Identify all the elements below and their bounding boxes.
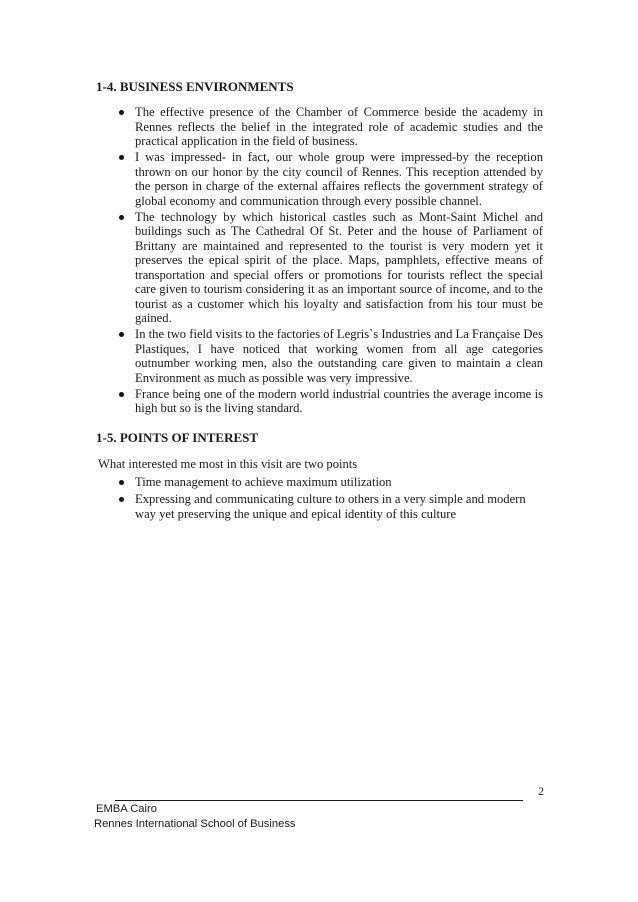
list-item-text: Time management to achieve maximum utilization: [135, 475, 392, 490]
footer-divider: [115, 800, 523, 801]
list-item-text: France being one of the modern world industrial countries the average income is high but so is the living standard.: [135, 386, 543, 416]
bullet-list: [96, 475, 543, 521]
list-item-text: Expressing and communicating culture to others in a very simple and modern way yet preserving the unique and epical identity of this culture: [135, 492, 526, 521]
list-item: [96, 387, 543, 416]
page-number: 2: [538, 786, 544, 798]
list-item: [96, 210, 543, 326]
bullet-icon: [119, 215, 124, 220]
list-item-text: I was impressed- in fact, our whole group were impressed-by the reception thrown on our honor by the city council of Rennes. This reception attended by the person in charge of the external affaires reflects the government strategy of global economy and communication through every possible channel.: [135, 150, 543, 208]
section-heading: 1-4. BUSINESS ENVIRONMENTS: [96, 79, 294, 94]
bullet-icon: [119, 110, 124, 115]
section-heading: 1-5. POINTS OF INTEREST: [96, 429, 259, 445]
section-business-environments: [96, 79, 543, 416]
list-item-text: The technology by which historical castles such as Mont-Saint Michel and buildings such as The Cathedral Of St. Peter and the house of Parliament of Brittany are maintained and represented to the tourist is very modern yet it preserves the epical spirit of the place. Maps, pamphlets, effective means of transportation and special offers or promotions for tourists reflect the special care given to tourism considering it as an important source of income, and to the tourist as a customer which his loyalty and satisfaction from his tour must be gained.: [135, 209, 543, 326]
list-item: [96, 150, 543, 208]
list-item: [96, 327, 543, 385]
bullet-icon: [119, 392, 124, 397]
section-points-of-interest: [96, 430, 543, 522]
page-content: [96, 79, 543, 524]
bullet-icon: [119, 155, 124, 160]
bullet-list: [96, 105, 543, 416]
list-item: [96, 475, 543, 490]
footer-school-name: Rennes International School of Business: [94, 818, 296, 830]
intro-paragraph: What interested me most in this visit are two points: [98, 456, 358, 471]
bullet-icon: [119, 480, 124, 485]
bullet-icon: [119, 497, 124, 502]
bullet-icon: [119, 332, 124, 337]
list-item: [96, 105, 543, 149]
list-item-text: In the two field visits to the factories of Legris`s Industries and La Française Des Plastiques, I have noticed that working women from all age categories outnumber working men, also the outstanding care given to maintain a clean Environment as much as possible was very impressive.: [135, 327, 543, 385]
footer-program-name: EMBA Cairo: [96, 803, 157, 815]
list-item-text: The effective presence of the Chamber of Commerce beside the academy in Rennes reflects the belief in the integrated role of academic studies and the practical application in the field of business.: [135, 105, 543, 148]
list-item: [96, 492, 543, 521]
